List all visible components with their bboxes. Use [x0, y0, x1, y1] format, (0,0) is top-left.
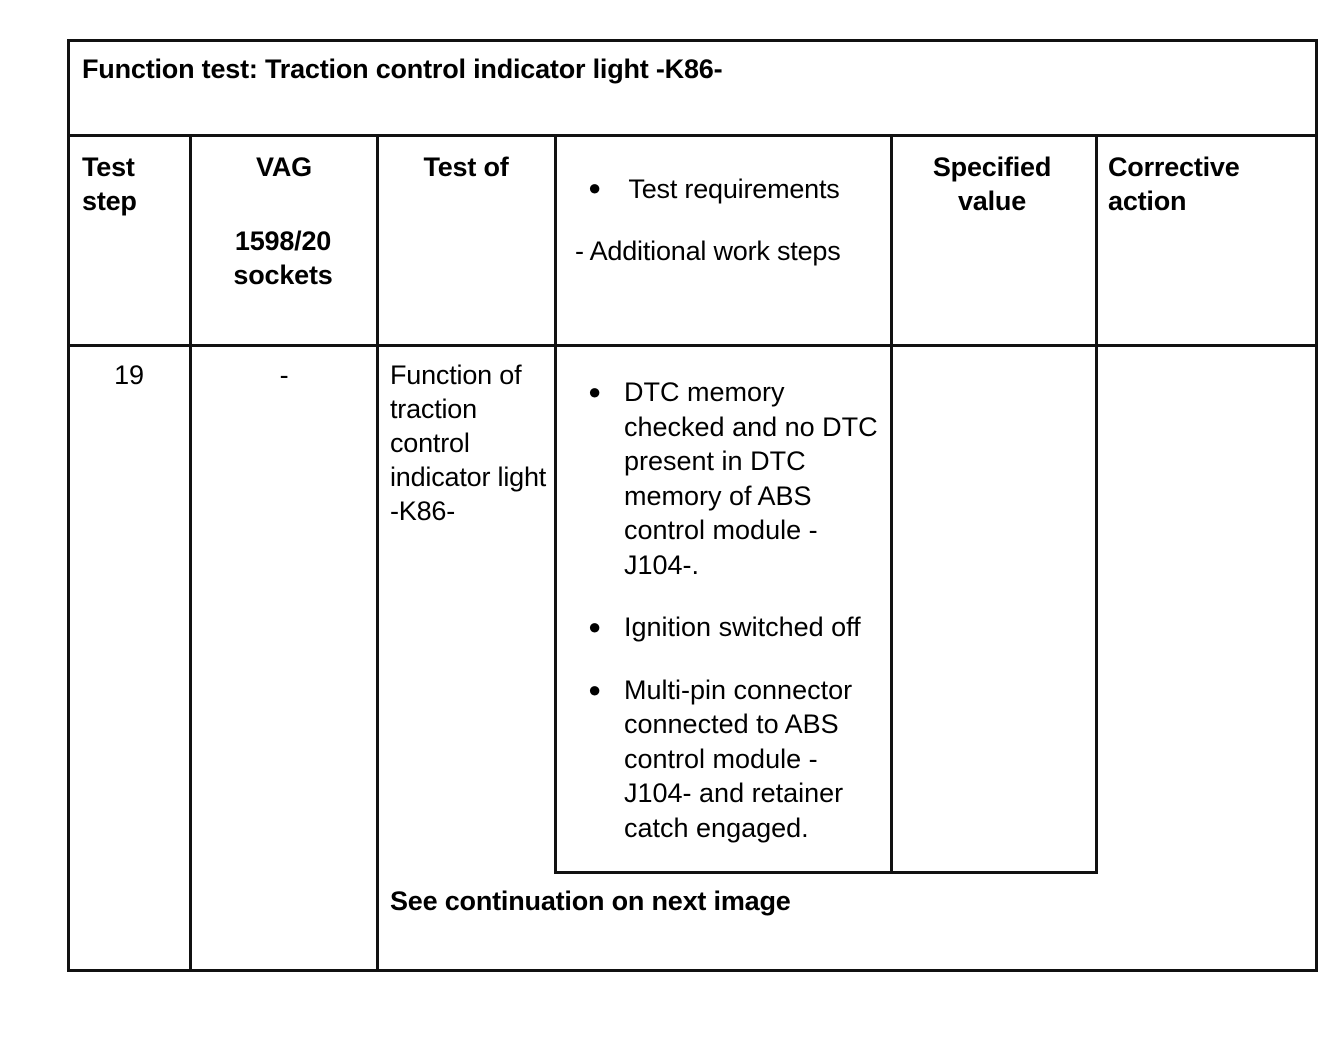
row-vag-sockets: -: [279, 360, 289, 390]
table-left-border: [67, 39, 70, 972]
col-divider-5: [1095, 134, 1098, 874]
row-test-of: Function of traction control indicator light -K86-: [390, 360, 547, 526]
col-divider-1: [189, 134, 192, 972]
header-vag: VAG: [256, 152, 312, 182]
header-test-step: Test step: [82, 152, 137, 216]
table-right-border: [1315, 39, 1318, 972]
bullet-icon: ●: [588, 175, 602, 200]
requirement-text: Ignition switched off: [624, 612, 861, 642]
col-divider-3: [554, 134, 557, 874]
requirements-bottom-border: [554, 871, 1098, 874]
col-divider-2: [376, 134, 379, 972]
list-item: [576, 673, 884, 846]
row-test-step: 19: [114, 360, 144, 390]
requirements-list: [576, 375, 884, 845]
requirement-text: Multi-pin connector connected to ABS control module - J104- and retainer catch engaged.: [624, 674, 853, 843]
list-item: [576, 375, 884, 582]
header-vag-sockets: 1598/20 sockets: [233, 226, 333, 290]
header-bottom-border: [67, 344, 1318, 347]
bullet-icon: ●: [588, 676, 602, 702]
table-bottom-border: [67, 969, 1318, 972]
list-item: [576, 610, 884, 645]
bullet-icon: ●: [588, 379, 602, 404]
requirement-text: DTC memory checked and no DTC present in DTC memory of ABS control module -J104-.: [624, 377, 878, 580]
header-corrective-action: Corrective action: [1108, 152, 1240, 216]
continuation-note: See continuation on next image: [390, 886, 791, 916]
table-title: Function test: Traction control indicator light -K86-: [82, 54, 723, 84]
col-divider-4: [890, 134, 893, 874]
header-additional-steps: - Additional work steps: [575, 236, 841, 266]
header-requirements-label: Test requirements: [628, 174, 840, 204]
title-bottom-border: [67, 134, 1318, 137]
header-specified-value: Specified value: [932, 152, 1052, 216]
bullet-icon: ●: [588, 614, 602, 639]
header-test-of: Test of: [423, 152, 509, 182]
header-test-requirements: [588, 172, 840, 208]
table-top-border: [67, 39, 1318, 42]
